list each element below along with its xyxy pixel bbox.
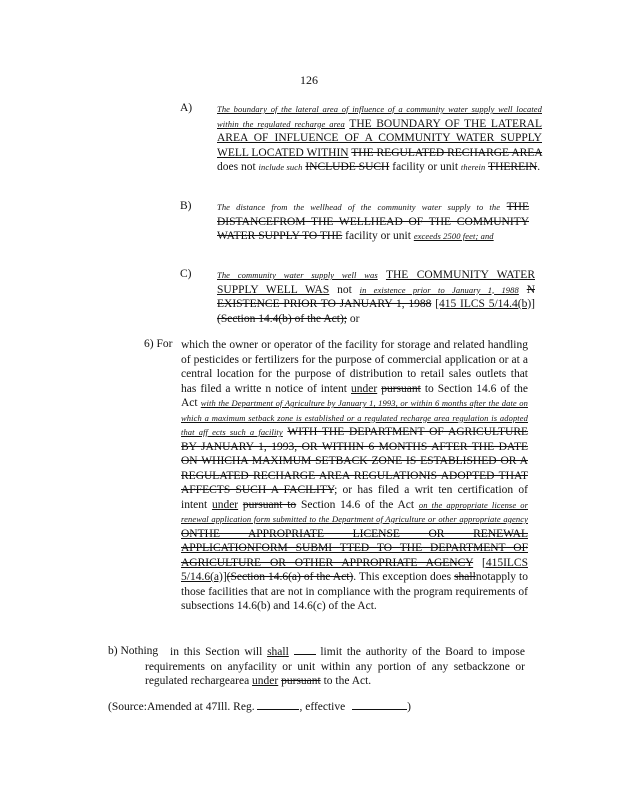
- item-6-body-5: . This exception does: [353, 571, 452, 583]
- deleted-text-rule: [294, 650, 316, 655]
- item-c-not: not: [337, 283, 352, 296]
- item-6-deleted-pursuant-2: pursuant to: [242, 498, 297, 511]
- item-a-period: .: [537, 161, 541, 173]
- item-c-inserted-text: The community water supply well was: [217, 270, 378, 280]
- item-b-deleted-caps: THE DISTANCEFROM THE WELLHEAD OF THE COMMUNITY WATER SUPPLY TO THE: [217, 201, 529, 242]
- item-b-small-inserted-under: under: [252, 675, 279, 687]
- item-a-deleted-include: INCLUDE SUCH: [305, 161, 390, 173]
- item-c-text: [217, 268, 535, 326]
- item-b-body: facility or unit: [345, 230, 411, 242]
- item-6-body: which the owner or operator of the facility for storage and related handling of pesticides or fertilizers for the purpose of commercial application or at a central location for the purpose of distribution to retail sales outlets that has filed a writte n notice of intent: [181, 339, 528, 395]
- item-6-body-3: ; or has filed a writ ten certification of intent: [181, 484, 528, 511]
- item-b-label: B): [180, 200, 192, 212]
- item-a-inserted-include: include such: [258, 162, 303, 172]
- item-a-deleted-therein: THEREIN: [488, 161, 538, 173]
- item-6-deleted-shall: shall: [454, 571, 476, 583]
- item-6-text: [181, 338, 528, 614]
- item-c-deleted-citation: (Section 14.4(b) of the Act);: [217, 312, 347, 325]
- item-6-citation: [415ILCS 5/14.6(a)]: [181, 556, 528, 583]
- item-c-or: or: [349, 312, 360, 325]
- item-c-inserted-caps: THE COMMUNITY WATER SUPPLY WELL WAS: [217, 269, 535, 296]
- item-6-deleted-license: ONTHE APPROPRIATE LICENSE OR RENEWAL APPLICATIONFORM SUBMI TTED TO THE DEPARTMENT OF AGRICULTURE OR OTHER APPROPRIATE AGENCY: [181, 527, 528, 569]
- item-b-small-inserted-shall: shall: [267, 646, 289, 658]
- item-c-inserted-existence: in existence prior to January 1, 1988: [359, 284, 519, 295]
- item-6-body-6: notapply to those facilities that are not in compliance with the program requirements of subsections 14.6(b) and 14.6(c) of the Act.: [181, 571, 528, 612]
- item-b-inserted-text: The distance from the wellhead of the community water supply to the: [217, 202, 501, 212]
- source-note-close: ): [407, 701, 411, 713]
- item-b-text: [217, 200, 529, 244]
- item-b-small-body: in this Section will: [170, 646, 263, 658]
- item-6-inserted-under: under: [351, 382, 378, 395]
- item-a-inserted-therein: therein: [460, 162, 486, 172]
- item-b-small-deleted-pursuant: pursuant: [281, 675, 321, 687]
- item-c-deleted-existence: N EXISTENCE PRIOR TO JANUARY 1, 1988: [217, 283, 535, 310]
- item-6-deleted-pursuant: pursuant: [381, 382, 421, 395]
- item-b-small-body-3: to the Act.: [323, 675, 372, 687]
- item-c-citation: [415 ILCS 5/14.4(b)]: [435, 298, 536, 310]
- item-6-body-2: to Section 14.6 of the Act: [181, 382, 529, 409]
- item-a-inserted-text: The boundary of the lateral area of influence of a community water supply well located within the regulated recharge area: [217, 104, 542, 129]
- item-a-body-2: facility or unit: [392, 161, 459, 173]
- item-b-small-text: [145, 645, 525, 689]
- reg-blank-line: [257, 700, 299, 710]
- page-number: 126: [300, 73, 318, 87]
- item-6-label: 6) For: [144, 338, 173, 350]
- effective-date-blank-line: [352, 700, 407, 710]
- item-6-inserted-license: on the appropriate license or renewal application form submitted to the Department of Agriculture or other appropriate agency: [181, 499, 529, 524]
- source-note-effective: , effective: [299, 701, 346, 713]
- item-6-inserted-under-2: under: [211, 498, 239, 511]
- item-a-text: [217, 102, 542, 175]
- source-note-amended: (Source:Amended at 47Ill. Reg.: [108, 701, 255, 713]
- item-c-label: C): [180, 268, 192, 280]
- item-b-inserted-exceeds: exceeds 2500 feet; and: [413, 231, 494, 241]
- item-a-body: does not: [217, 161, 256, 173]
- item-b-small-body-2: limit the authority of the Board to impose requirements on anyfacility or unit within any portion of any setbackzone or regulated rechargearea: [145, 646, 525, 687]
- item-6-body-4: Section 14.6 of the Act: [300, 498, 415, 511]
- item-6-deleted-department: WITH THE DEPARTMENT OF AGRICULTURE BY JANUARY 1, 1993, OR WITHIN 6 MONTHS AFTER THE DATE ON WHICHA MAXIMUM SETBACK ZONE IS ESTABLISHED OR A REGULATED RECHARGE AREA REGULATIONIS ADOPTED THAT AFFECTS SUCH A FACILITY: [181, 426, 529, 496]
- item-6-inserted-department: with the Department of Agriculture by January 1, 1993, or within 6 months after the date on which a maximum setback zone is established or a regulated recharge area regulation is adopted that aff ects such a facility: [181, 398, 528, 437]
- item-a-deleted-caps: THE REGULATED RECHARGE AREA: [351, 146, 543, 159]
- item-a-inserted-caps: THE BOUNDARY OF THE LATERAL AREA OF INFLUENCE OF A COMMUNITY WATER SUPPLY WELL LOCATED WITHIN: [217, 117, 543, 159]
- item-a-label: A): [180, 102, 193, 114]
- item-6-deleted-citation: (Section 14.6(a) of the Act): [226, 571, 354, 583]
- item-b-small-label: b) Nothing: [108, 645, 159, 657]
- source-note: [108, 700, 528, 715]
